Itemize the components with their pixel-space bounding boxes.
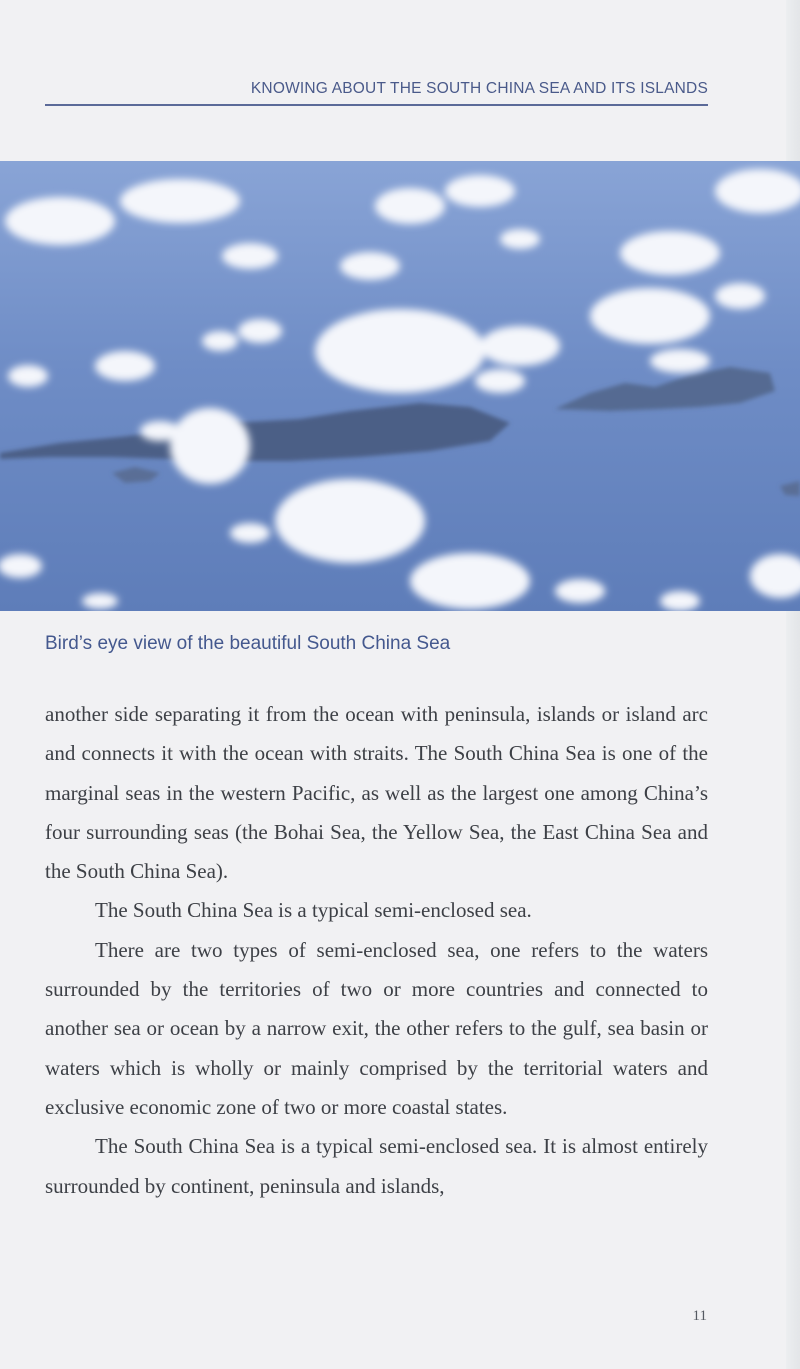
page-number: 11 [692,1308,707,1324]
running-header: KNOWING ABOUT THE SOUTH CHINA SEA AND ITS ISLANDS [250,80,708,97]
figure-caption: Bird’s eye view of the beautiful South China Sea [45,633,451,654]
paragraph-4: The South China Sea is a typical semi-enclosed sea. It is almost entirely surrounded by continent, peninsula and islands, [45,1134,708,1198]
paragraph-2: The South China Sea is a typical semi-enclosed sea. [95,898,532,923]
aerial-sea-photo [0,161,800,611]
header-rule [45,104,708,106]
aerial-sea-illustration [0,161,800,611]
paragraph-3: There are two types of semi-enclosed sea, one refers to the waters surrounded by the territories of two or more countries and connected to another sea or ocean by a narrow exit, the other refers to the gulf, sea basin or waters which is wholly or mainly comprised by the territorial waters and exclusive economic zone of two or more coastal states. [45,937,708,1119]
body-text [45,695,708,1206]
paragraph-1: another side separating it from the ocean with peninsula, islands or island arc and connects it with the ocean with straits. The South China Sea is one of the marginal seas in the western Pacific, as well as the largest one among China’s four surrounding seas (the Bohai Sea, the Yellow Sea, the East China Sea and the South China Sea). [45,702,708,884]
